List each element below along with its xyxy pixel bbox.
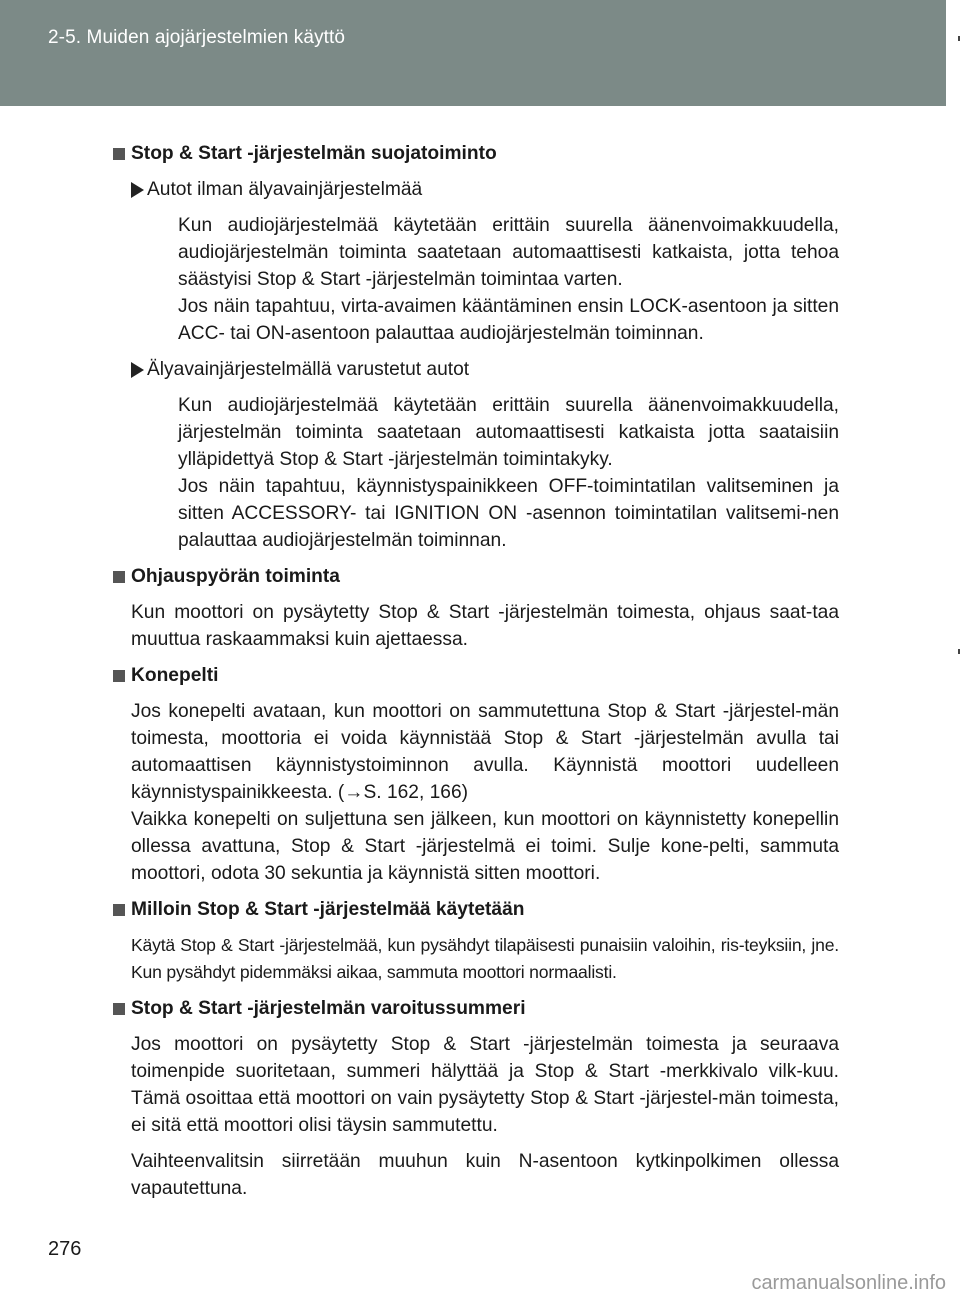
section-buzzer [112, 995, 839, 1202]
subsection-heading: Älyavainjärjestelmällä varustetut autot [131, 356, 839, 383]
section-heading: Stop & Start -järjestelmän suojatoiminto [112, 140, 839, 167]
section-steering [112, 563, 839, 653]
section-heading: Konepelti [112, 662, 839, 689]
paragraph: Kun audiojärjestelmää käytetään erittäin suurella äänenvoimakkuudella, järjestelmän toiminta saatetaan automaattisesti katkaista jotta saataisiin ylläpidettyä Stop & Start -järjestelmän toimintakyky. Jos näin tapahtuu, käynnistyspainikkeen OFF-toimintatilan valitseminen ja sitten ACCESSORY- tai IGNITION ON -asennon toimintatilan valitsemi-nen palauttaa audiojärjestelmän toiminnan. [178, 395, 839, 551]
section-heading: Stop & Start -järjestelmän varoitussummeri [112, 995, 839, 1022]
section-protection [112, 140, 839, 554]
section-hood [112, 662, 839, 887]
paragraph: Käytä Stop & Start -järjestelmää, kun pysähdyt tilapäisesti punaisiin valoihin, ris-teyksiin, jne. Kun pysähdyt pidemmäksi aikaa, sammuta moottori normaalisti. [131, 935, 839, 982]
subsection-no-smart-key [131, 176, 839, 347]
page-number: 276 [48, 1238, 82, 1260]
bullet-square-icon [113, 1003, 125, 1015]
paragraph: Vaihteenvalitsin siirretään muuhun kuin N-asentoon kytkinpolkimen ollessa vapautettuna. [131, 1151, 839, 1199]
bullet-square-icon [113, 904, 125, 916]
section-heading: Ohjauspyörän toiminta [112, 563, 839, 590]
arrow-right-icon: → [344, 782, 364, 803]
paragraph: Jos moottori on pysäytetty Stop & Start -järjestelmän toimesta ja seuraava toimenpide suoritetaan, summeri hälyttää ja Stop & Start -merkkivalo vilk-kuu. Tämä osoittaa että moottori on vain pysäytetty Stop & Start -järjestel-män toimesta, ei sitä että moottori olisi täysin sammutettu. [131, 1034, 839, 1136]
section-when-used [112, 896, 839, 986]
bullet-square-icon [113, 571, 125, 583]
bullet-square-icon [113, 148, 125, 160]
page-header [0, 0, 946, 106]
section-title: 2-5. Muiden ajojärjestelmien käyttö [48, 27, 346, 48]
paragraph: Kun moottori on pysäytetty Stop & Start -järjestelmän toimesta, ohjaus saat-taa muuttua raskaammaksi kuin ajettaessa. [131, 602, 839, 650]
section-heading: Milloin Stop & Start -järjestelmää käytetään [112, 896, 839, 923]
triangle-bullet-icon [131, 362, 144, 378]
bullet-square-icon [113, 670, 125, 682]
page-content [112, 140, 839, 1211]
paragraph: Jos konepelti avataan, kun moottori on sammutettuna Stop & Start -järjestel-män toimesta, moottoria ei voida käynnistää Stop & Start -järjestelmän avulla tai automaattisen käynnistystoiminnon avulla. Käynnistä moottori uudelleen käynnistyspainikkeesta. (→S. 162, 166) Vaikka konepelti on suljettuna sen jälkeen, kun moottori on käynnistetty konepellin ollessa avattuna, Stop & Start -järjestelmä ei toimi. Sulje kone-pelti, sammuta moottori, odota 30 sekuntia ja käynnistä sitten moottori. [131, 701, 839, 884]
paragraph: Kun audiojärjestelmää käytetään erittäin suurella äänenvoimakkuudella, audiojärjestelmän toiminta saatetaan automaattisesti katkaista, jotta tehoa säästyisi Stop & Start -järjestelmän toimintaa varten. Jos näin tapahtuu, virta-avaimen kääntäminen ensin LOCK-asentoon ja sitten ACC- tai ON-asentoon palauttaa audiojärjestelmän toiminnan. [178, 215, 839, 344]
subsection-heading: Autot ilman älyavainjärjestelmää [131, 176, 839, 203]
page-reference-link[interactable]: S. 162, 166) [363, 782, 469, 803]
watermark: carmanualsonline.info [751, 1272, 946, 1294]
subsection-smart-key [131, 356, 839, 554]
triangle-bullet-icon [131, 182, 144, 198]
